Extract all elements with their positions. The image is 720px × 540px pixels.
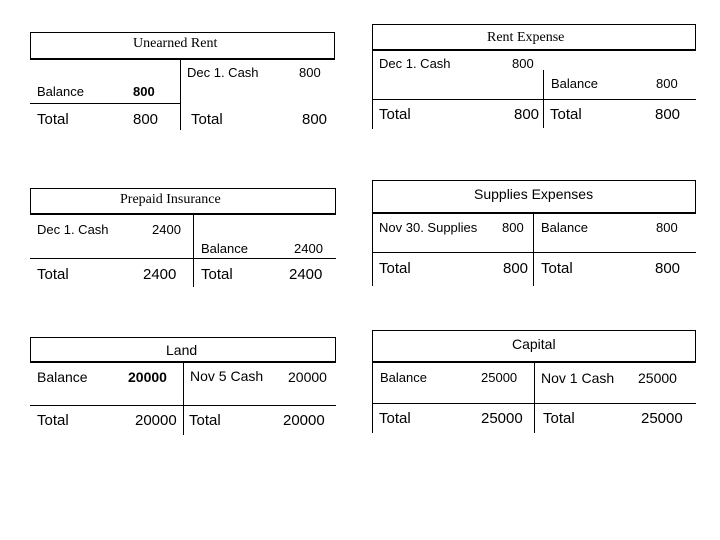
debit-entry-label: Dec 1. Cash xyxy=(379,56,451,71)
total-rule xyxy=(372,252,696,253)
credit-total-value: 20000 xyxy=(283,412,325,429)
credit-entry-label: Dec 1. Cash xyxy=(187,65,259,80)
account-title: Rent Expense xyxy=(487,30,565,45)
debit-balance-label: Balance xyxy=(380,370,427,385)
debit-total-label: Total xyxy=(37,266,69,283)
total-rule xyxy=(372,403,696,404)
debit-balance-label: Balance xyxy=(37,84,84,99)
debit-total-value: 2400 xyxy=(143,266,177,283)
total-rule xyxy=(30,258,336,259)
credit-balance-value: 800 xyxy=(656,76,678,91)
t-account-divider xyxy=(193,215,194,287)
debit-balance-value: 20000 xyxy=(128,369,167,385)
t-account-divider xyxy=(533,214,534,286)
total-rule xyxy=(30,103,180,104)
debit-balance-label: Balance xyxy=(37,369,88,385)
credit-total-label: Total xyxy=(543,410,575,427)
credit-entry-value: 20000 xyxy=(288,369,327,385)
t-account-divider xyxy=(180,60,181,130)
credit-total-value: 2400 xyxy=(289,266,323,283)
debit-total-value: 800 xyxy=(514,106,540,123)
credit-entry-value: 800 xyxy=(299,65,321,80)
credit-total-label: Total xyxy=(189,412,221,429)
credit-total-value: 800 xyxy=(302,111,328,128)
credit-entry-value: 25000 xyxy=(638,370,677,386)
debit-balance-value: 800 xyxy=(133,84,155,99)
total-rule xyxy=(372,99,696,100)
account-title: Land xyxy=(166,342,198,358)
debit-total-value: 25000 xyxy=(481,410,523,427)
t-account-divider xyxy=(183,363,184,435)
debit-entry-value: 800 xyxy=(512,56,534,71)
t-account-divider xyxy=(534,363,535,433)
credit-total-label: Total xyxy=(541,260,573,277)
debit-entry-label: Nov 30. Supplies xyxy=(379,220,478,235)
debit-entry-value: 2400 xyxy=(152,222,181,237)
credit-total-value: 800 xyxy=(655,260,681,277)
debit-entry-label: Dec 1. Cash xyxy=(37,222,109,237)
credit-total-label: Total xyxy=(201,266,233,283)
credit-entry-label: Nov 5 Cash xyxy=(190,368,264,384)
t-account-divider xyxy=(372,363,373,433)
debit-total-value: 20000 xyxy=(135,412,177,429)
total-rule xyxy=(30,405,336,406)
credit-balance-value: 2400 xyxy=(294,241,323,256)
debit-entry-value: 800 xyxy=(502,220,524,235)
credit-total-value: 800 xyxy=(655,106,681,123)
credit-balance-label: Balance xyxy=(201,241,248,256)
credit-total-label: Total xyxy=(550,106,582,123)
account-title: Unearned Rent xyxy=(133,36,218,51)
account-title: Supplies Expenses xyxy=(474,186,594,202)
credit-total-label: Total xyxy=(191,111,223,128)
account-title: Prepaid Insurance xyxy=(120,192,221,207)
debit-total-label: Total xyxy=(379,106,411,123)
credit-total-value: 25000 xyxy=(641,410,683,427)
debit-total-label: Total xyxy=(37,412,69,429)
t-account-divider xyxy=(372,51,373,129)
debit-total-label: Total xyxy=(379,260,411,277)
debit-total-value: 800 xyxy=(133,111,159,128)
debit-total-value: 800 xyxy=(503,260,529,277)
account-title: Capital xyxy=(512,336,556,352)
credit-balance-label: Balance xyxy=(551,76,598,91)
credit-entry-label: Nov 1 Cash xyxy=(541,370,615,386)
credit-balance-value: 800 xyxy=(656,220,678,235)
debit-total-label: Total xyxy=(37,111,69,128)
debit-balance-value: 25000 xyxy=(481,370,518,385)
credit-balance-label: Balance xyxy=(541,220,588,235)
t-account-divider xyxy=(372,214,373,286)
debit-total-label: Total xyxy=(379,410,411,427)
